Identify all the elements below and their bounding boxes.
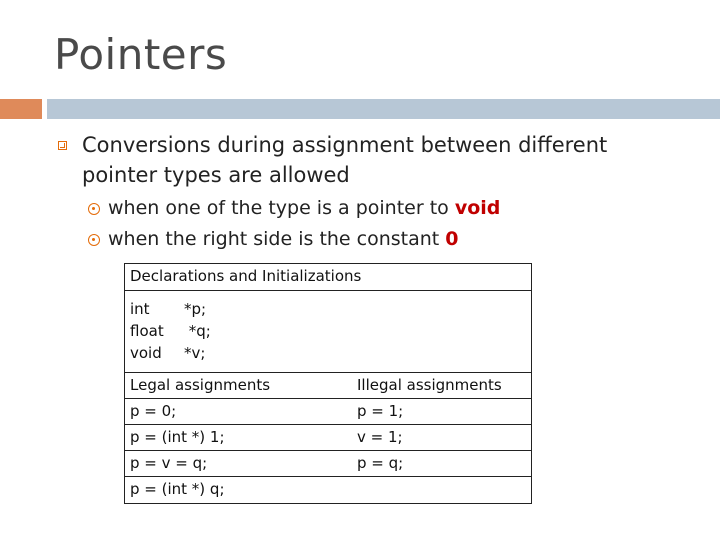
sub-bullet-text: when one of the type is a pointer to: [108, 197, 455, 219]
declaration-line: [130, 342, 531, 364]
square-bullet-icon: [58, 141, 67, 150]
declaration-type: int: [130, 300, 150, 318]
table-row: [125, 451, 531, 477]
declaration-var: *v;: [184, 344, 206, 362]
title-accent-bar: [0, 99, 42, 119]
main-bullet-text: Conversions during assignment between different pointer types are allowed: [82, 133, 608, 187]
sub-bullet-void: [88, 196, 500, 220]
target-bullet-icon: [88, 203, 100, 215]
highlight-void: void: [454, 197, 501, 219]
highlight-zero: 0: [445, 228, 459, 250]
declaration-type: float: [130, 322, 164, 340]
assignments-table: [124, 263, 532, 504]
legal-cell: p = v = q;: [130, 454, 208, 472]
table-row: [125, 477, 531, 503]
declarations-header: Declarations and Initializations: [125, 264, 531, 291]
table-row: [125, 425, 531, 451]
legal-header: Legal assignments: [130, 376, 271, 394]
illegal-cell: p = q;: [357, 454, 404, 472]
declaration-var: *p;: [184, 300, 207, 318]
declaration-var: *q;: [184, 322, 211, 340]
legal-cell: p = (int *) q;: [130, 480, 225, 498]
table-row: [125, 399, 531, 425]
slide-title: Pointers: [54, 30, 228, 79]
declaration-line: [130, 320, 531, 342]
declarations-block: [125, 291, 531, 373]
declaration-line: [130, 298, 531, 320]
legal-cell: p = 0;: [130, 402, 177, 420]
illegal-cell: p = 1;: [357, 402, 404, 420]
legal-cell: p = (int *) 1;: [130, 428, 225, 446]
sub-bullet-zero: [88, 227, 459, 251]
illegal-header: Illegal assignments: [357, 376, 502, 394]
illegal-cell: v = 1;: [357, 428, 403, 446]
table-header-row: [125, 373, 531, 399]
sub-bullet-text: when the right side is the constant: [108, 228, 446, 250]
illegal-cell: [357, 477, 531, 503]
target-bullet-icon: [88, 234, 100, 246]
declaration-type: void: [130, 344, 162, 362]
title-divider-bar: [47, 99, 720, 119]
